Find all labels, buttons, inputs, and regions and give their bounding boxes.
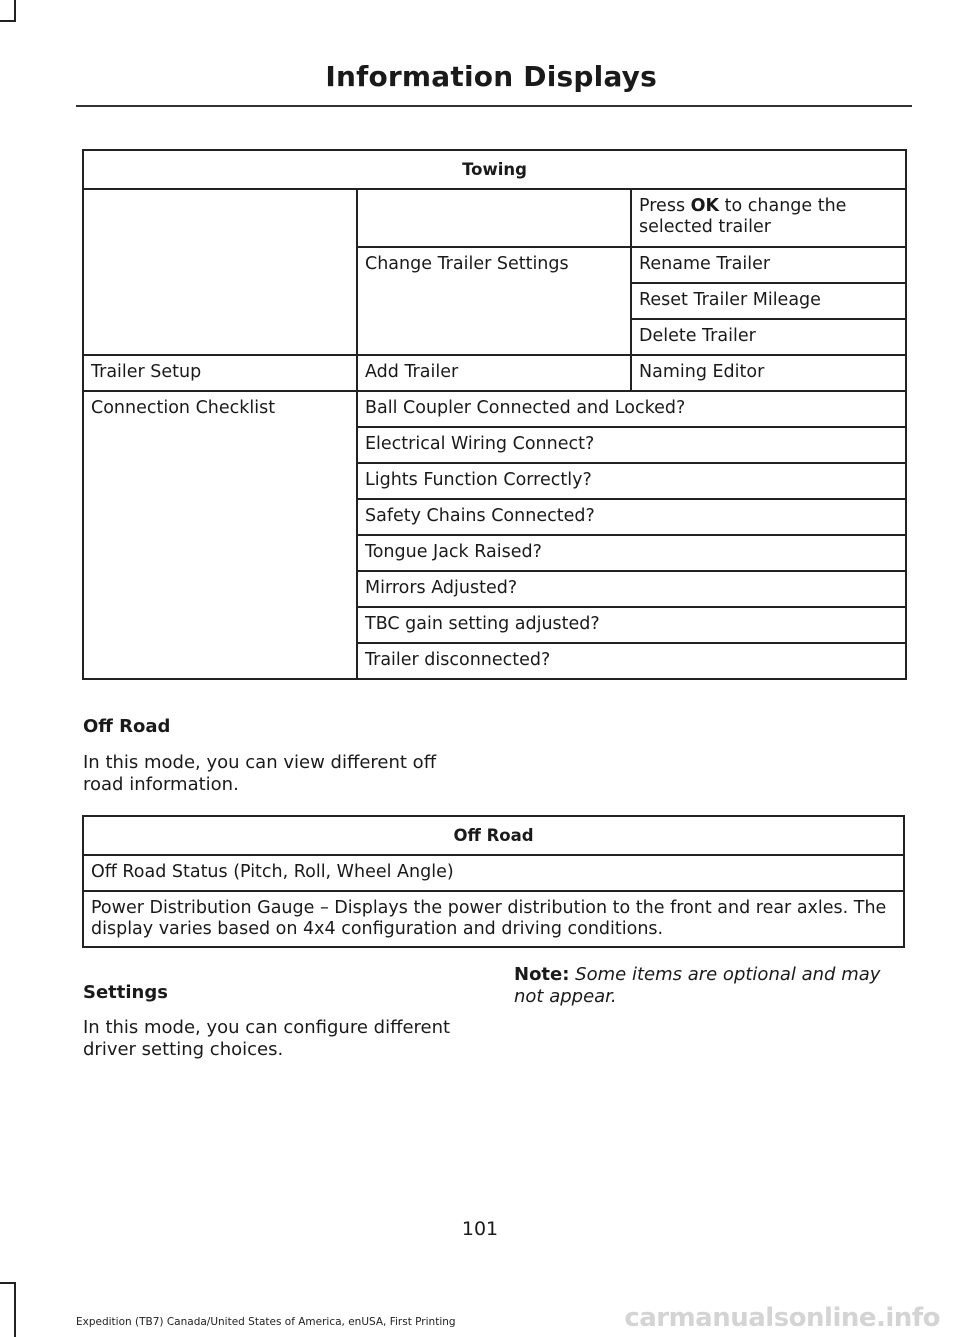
- power-distribution-cell: Power Distribution Gauge – Displays the power distribution to the front and rear axles. The display varies based on 4x4 configuration and driving conditions.: [83, 891, 904, 947]
- off-road-heading: Off Road: [83, 716, 171, 737]
- footer-text: Expedition (TB7) Canada/United States of America, enUSA, First Printing: [76, 1316, 456, 1328]
- press-suffix: to change the selected trailer: [639, 196, 847, 237]
- checklist-item: Electrical Wiring Connect?: [357, 427, 906, 463]
- off-road-description: In this mode, you can view different off road information.: [83, 752, 437, 795]
- trailer-setup-cell: Trailer Setup: [83, 355, 357, 391]
- checklist-item: TBC gain setting adjusted?: [357, 607, 906, 643]
- ok-key: OK: [690, 196, 720, 216]
- checklist-item: Trailer disconnected?: [357, 643, 906, 679]
- checklist-item: Lights Function Correctly?: [357, 463, 906, 499]
- off-road-table: [82, 815, 905, 948]
- change-trailer-settings-cell: Change Trailer Settings: [357, 247, 631, 355]
- watermark: carmanualsonline.info: [624, 1303, 940, 1333]
- rename-trailer-cell: Rename Trailer: [631, 247, 906, 283]
- header-divider: [76, 105, 912, 107]
- note-paragraph: [514, 964, 904, 1008]
- note-label: Note:: [514, 964, 570, 985]
- add-trailer-cell: Add Trailer: [357, 355, 631, 391]
- table-row: [83, 150, 906, 189]
- table-row: [83, 355, 906, 391]
- off-road-status-cell: Off Road Status (Pitch, Roll, Wheel Angle): [83, 855, 904, 891]
- press-prefix: Press: [639, 196, 691, 216]
- table-row: [83, 391, 906, 427]
- towing-table-title: Towing: [83, 150, 906, 189]
- crop-mark-top-left-h: [0, 20, 16, 22]
- reset-trailer-mileage-cell: Reset Trailer Mileage: [631, 283, 906, 319]
- page-title: Information Displays: [325, 60, 657, 93]
- table-row: [83, 891, 904, 947]
- crop-mark-bottom-left-h: [0, 1282, 16, 1284]
- table-row: [83, 816, 904, 855]
- off-road-table-title: Off Road: [83, 816, 904, 855]
- connection-checklist-cell: Connection Checklist: [83, 391, 357, 679]
- delete-trailer-cell: Delete Trailer: [631, 319, 906, 355]
- towing-table: [82, 149, 907, 680]
- table-row: [83, 189, 906, 247]
- table-row: [83, 855, 904, 891]
- settings-heading: Settings: [83, 982, 168, 1003]
- crop-mark-bottom-left: [14, 1282, 16, 1337]
- press-ok-cell: [631, 189, 906, 247]
- checklist-item: Safety Chains Connected?: [357, 499, 906, 535]
- note-text: Some items are optional and may not appear.: [514, 964, 881, 1007]
- settings-description: In this mode, you can configure different driver setting choices.: [83, 1017, 451, 1060]
- naming-editor-cell: Naming Editor: [631, 355, 906, 391]
- checklist-item: Mirrors Adjusted?: [357, 571, 906, 607]
- checklist-item: Tongue Jack Raised?: [357, 535, 906, 571]
- table-cell-empty: [83, 189, 357, 355]
- page-number: 101: [461, 1218, 499, 1240]
- checklist-item: Ball Coupler Connected and Locked?: [357, 391, 906, 427]
- crop-mark-top-left: [14, 0, 16, 22]
- table-cell-empty: [357, 189, 631, 247]
